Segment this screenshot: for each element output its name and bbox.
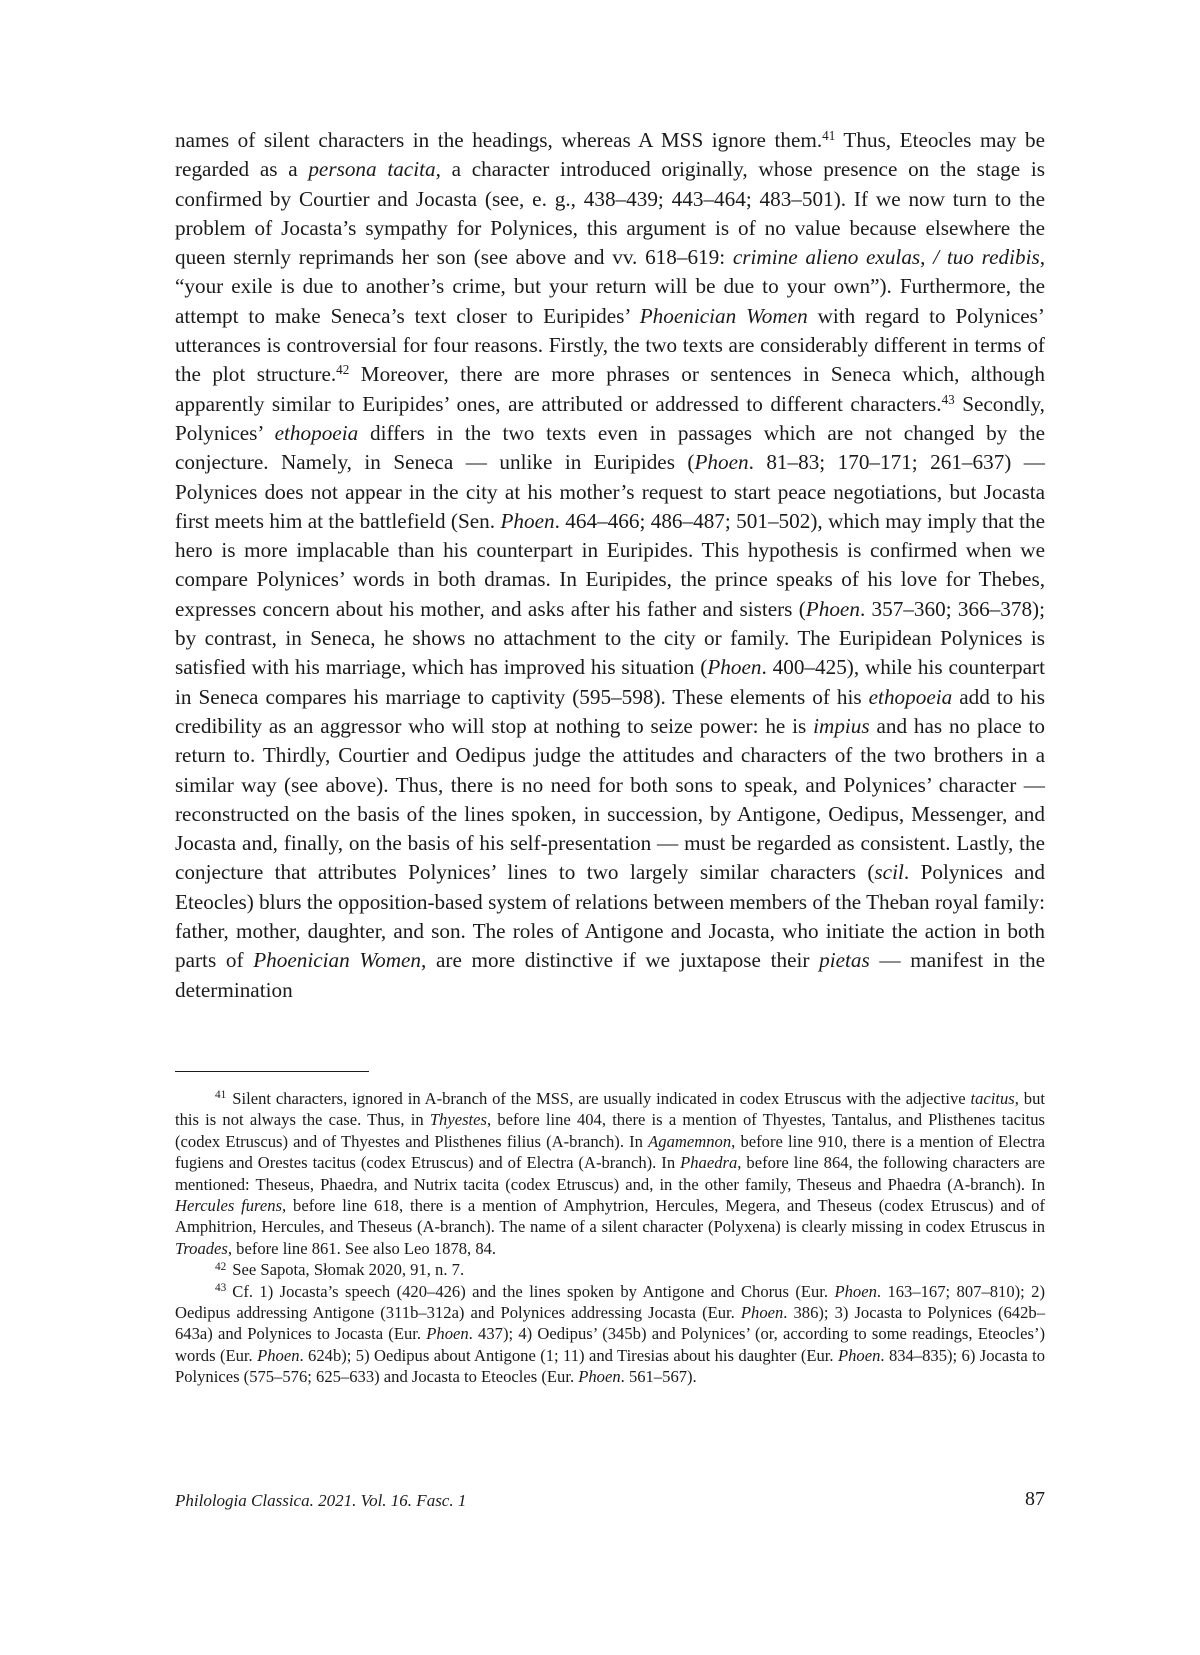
text-run: names of silent characters in the headings, whereas A MSS ignore them. bbox=[175, 128, 823, 152]
footnote-ref-43[interactable]: 43 bbox=[941, 391, 955, 407]
text-run: . 163–167; 807–810); 2) Oedipus addressing Antigone (311b–312a) and Polynices addressing Jocasta (Eur. bbox=[175, 1281, 1045, 1323]
page-number: 87 bbox=[1025, 1488, 1045, 1510]
text-run: . 81–83; 170–171; 261–637) — Polynices does not appear in the city at his mother’s request to start peace negotiations, but Jocasta first meets him at the battlefield (Sen. bbox=[175, 450, 1045, 533]
text-run: , but this is not always the case. Thus, in bbox=[175, 1089, 1046, 1130]
footnotes bbox=[175, 1088, 1045, 1388]
italic-title: Phoen bbox=[740, 1303, 784, 1323]
latin-quote: crimine alieno exulas, / tuo redibis bbox=[732, 245, 1040, 270]
italic-term: pietas bbox=[819, 948, 870, 973]
italic-title: Phoenician Women bbox=[253, 948, 421, 973]
footnote-number: 42 bbox=[215, 1260, 227, 1273]
italic-title: Phoen bbox=[834, 1281, 877, 1301]
italic-title: Phoen bbox=[578, 1367, 621, 1387]
footnote-41 bbox=[175, 1088, 1045, 1259]
italic-term: impius bbox=[813, 713, 870, 738]
text-run: — manifest in the determination bbox=[175, 948, 1046, 1002]
italic-term: ethopoeia bbox=[274, 420, 359, 445]
text-run: . Polynices and Eteocles) blurs the opposition-based system of relations between members of the Theban royal family: father, mother, daughter, and son. The roles of Antigone and Jocasta, who initiate the action in both parts of bbox=[175, 860, 1045, 973]
text-run: , before line 910, there is a mention of Electra fugiens and Orestes tacitus (codex Etruscus) and of Electra (A-branch). In bbox=[175, 1131, 1045, 1173]
text-run: , before line 618, there is a mention of Amphytrion, Hercules, Megera, and Theseus (codex Etruscus) and of Amphitrion, Hercules, and Theseus (A-branch). The name of a silent character (Polyxena) is clearly missing in codex Etruscus in bbox=[175, 1196, 1045, 1237]
italic-term: persona tacita bbox=[308, 157, 436, 182]
text-run: , a character introduced originally, whose presence on the stage is confirmed by Courtier and Jocasta (see, e. g., 438–439; 443–464; 483–501). If we now turn to the problem of Jocasta’s sympathy for Polynices, this argument is of no value because elsewhere the queen sternly reprimands her son (see above and vv. 618–619: bbox=[175, 157, 1045, 270]
text-run: differs in the two texts even in passages which are not changed by the conjecture. Namely, in Seneca — unlike in Euripides ( bbox=[175, 420, 1045, 475]
text-run: Cf. 1) Jocasta’s speech (420–426) and the lines spoken by Antigone and Chorus (Eur. bbox=[232, 1281, 835, 1301]
italic-title: Phoen bbox=[707, 655, 762, 680]
italic-title: Phoen bbox=[426, 1324, 469, 1344]
text-run: . 464–466; 486–487; 501–502), which may imply that the hero is more implacable than his counterpart in Euripides. This hypothesis is confirmed when we compare Polynices’ words in both dramas. In Euripides, the prince speaks of his love for Thebes, expresses concern about his mother, and asks after his father and sisters ( bbox=[175, 508, 1045, 621]
text-run: , “your exile is due to another’s crime, but your return will be due to your own”). Furthermore, the attempt to make Seneca’s text closer to Euripides’ bbox=[175, 245, 1045, 328]
footnote-number: 41 bbox=[215, 1089, 227, 1102]
footnote-divider bbox=[175, 1071, 369, 1072]
italic-title: Phoen bbox=[694, 450, 749, 475]
text-run: , are more distinctive if we juxtapose their bbox=[421, 948, 820, 973]
text-run: . 357–360; 366–378); by contrast, in Seneca, he shows no attachment to the city or family. The Euripidean Polynices is satisfied with his marriage, which has improved his situation ( bbox=[175, 596, 1045, 680]
text-run: , before line 404, there is a mention of Thyestes, Tantalus, and Plisthenes tacitus (codex Etruscus) and of Thyestes and Plisthenes filius (A-branch). In bbox=[175, 1110, 1045, 1151]
italic-term: scil bbox=[874, 860, 904, 885]
italic-title: Phaedra bbox=[680, 1153, 738, 1173]
body-paragraph bbox=[175, 126, 1045, 1005]
footnote-42 bbox=[175, 1259, 1045, 1280]
journal-citation: Philologia Classica. 2021. Vol. 16. Fasc. 1 bbox=[175, 1491, 467, 1510]
footnote-43 bbox=[175, 1281, 1045, 1388]
text-run: . 437); 4) Oedipus’ (345b) and Polynices’ (or, according to some readings, Eteocles’) words (Eur. bbox=[175, 1324, 1045, 1365]
footnote-ref-42[interactable]: 42 bbox=[336, 362, 350, 378]
text-run: . 834–835); 6) Jocasta to Polynices (575–576; 625–633) and Jocasta to Eteocles (Eur. bbox=[175, 1345, 1046, 1387]
italic-term: ethopoeia bbox=[868, 684, 953, 709]
text-run: Silent characters, ignored in A-branch of the MSS, are usually indicated in codex Etruscus with the adjective bbox=[232, 1089, 971, 1108]
text-run: . 386); 3) Jocasta to Polynices (642b–643a) and Polynices to Jocasta (Eur. bbox=[175, 1303, 1045, 1344]
text-run: . 561–567). bbox=[620, 1367, 697, 1387]
italic-title: Phoen bbox=[837, 1345, 881, 1365]
text-run: Thus, Eteocles may be regarded as a bbox=[175, 128, 1046, 182]
italic-title: Phoen bbox=[805, 596, 860, 621]
text-run: See Sapota, Słomak 2020, 91, n. 7. bbox=[232, 1260, 465, 1280]
text-run: and has no place to return to. Thirdly, Courtier and Oedipus judge the attitudes and characters of the two brothers in a similar way (see above). Thus, there is no need for both sons to speak, and Polynices’ character — reconstructed on the basis of the lines spoken, in succession, by Antigone, Oedipus, Messenger, and Jocasta and, finally, on the basis of his self-presentation — must be regarded as consistent. Lastly, the conjecture that attributes Polynices’ lines to two largely similar characters ( bbox=[175, 713, 1045, 885]
italic-title: Phoen bbox=[500, 508, 555, 533]
italic-term: tacitus bbox=[970, 1089, 1015, 1108]
text-run: Secondly, Polynices’ bbox=[175, 391, 1045, 445]
italic-title: Troades bbox=[175, 1238, 228, 1258]
text-run: . 624b); 5) Oedipus about Antigone (1; 11) and Tiresias about his daughter (Eur. bbox=[299, 1345, 838, 1365]
text-run: with regard to Polynices’ utterances is controversial for four reasons. Firstly, the two texts are considerably different in terms of the plot structure. bbox=[175, 303, 1045, 387]
italic-title: Agamemnon bbox=[648, 1131, 732, 1151]
body-text bbox=[175, 126, 1045, 1005]
italic-title: Phoen bbox=[257, 1345, 300, 1365]
italic-title: Phoenician Women bbox=[639, 303, 808, 328]
italic-title: Hercules furens bbox=[175, 1196, 283, 1216]
text-run: . 400–425), while his counterpart in Seneca compares his marriage to captivity (595–598). These elements of his bbox=[175, 655, 1045, 709]
footnote-ref-41[interactable]: 41 bbox=[822, 127, 836, 143]
text-run: add to his credibility as an aggressor who will stop at nothing to seize power: he is bbox=[175, 684, 1045, 738]
footnote-number: 43 bbox=[215, 1282, 227, 1295]
text-run: , before line 861. See also Leo 1878, 84. bbox=[227, 1238, 497, 1258]
text-run: Moreover, there are more phrases or sentences in Seneca which, although apparently similar to Euripides’ ones, are attributed or addressed to different characters. bbox=[175, 362, 1045, 416]
text-run: , before line 864, the following characters are mentioned: Theseus, Phaedra, and Nutrix tacita (codex Etruscus) and, in the other family, Theseus and Phaedra (A-branch). In bbox=[175, 1153, 1045, 1194]
italic-title: Thyestes bbox=[429, 1110, 487, 1130]
